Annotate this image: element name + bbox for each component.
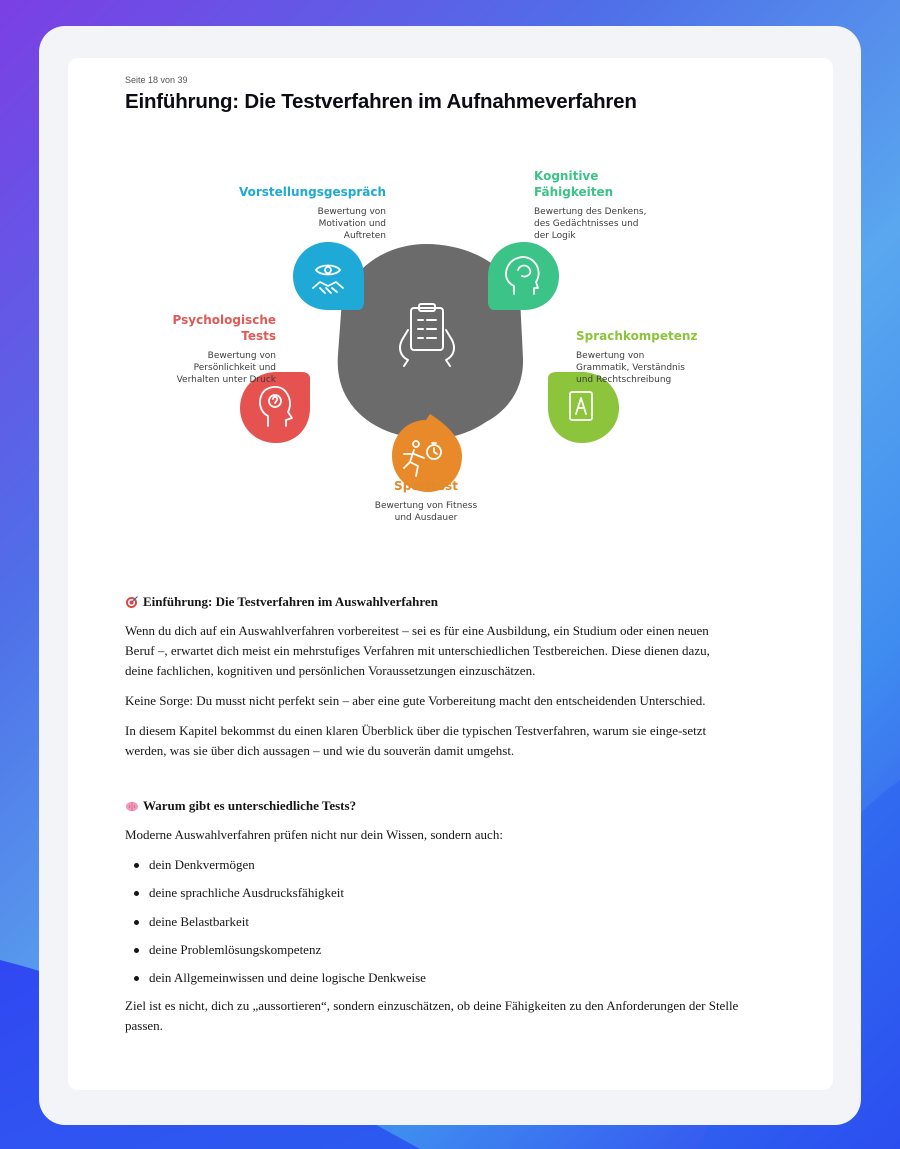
- psycho-desc-line: Verhalten unter Druck: [176, 375, 276, 385]
- list-item: deine sprachliche Ausdrucksfähigkeit: [125, 883, 740, 903]
- document-body: [125, 593, 740, 1046]
- vorstellung-desc-line: Motivation und: [318, 219, 386, 229]
- document-page: [68, 58, 833, 1090]
- sprache-title: Sprachkompetenz: [576, 329, 698, 343]
- sport-title: Sporttest: [394, 479, 458, 493]
- sport-label: [358, 478, 494, 524]
- sprache-label: [576, 328, 708, 386]
- sport-desc-line: Bewertung von Fitness: [374, 501, 478, 511]
- kognitiv-desc-line: des Gedächtnisses und: [534, 219, 639, 229]
- section-heading-einfuehrung: [125, 593, 740, 611]
- paragraph: Keine Sorge: Du musst nicht perfekt sein – aber eine gute Vorbereitung macht den entscheidenden Unterschied.: [125, 693, 706, 708]
- list-item: dein Allgemeinwissen und deine logische Denkweise: [125, 968, 740, 988]
- vorstellung-desc-line: Auftreten: [343, 231, 386, 241]
- psycho-title-line: Tests: [241, 329, 276, 343]
- section-spacer: [125, 771, 740, 797]
- list-item: deine Belastbarkeit: [125, 912, 740, 932]
- kognitiv-desc-line: Bewertung des Denkens,: [534, 207, 647, 217]
- brain-icon: [125, 799, 139, 813]
- sprache-desc: [576, 350, 708, 386]
- psycho-title-line: Psychologische: [172, 313, 276, 327]
- list-item: deine Problemlösungskompetenz: [125, 940, 740, 960]
- paragraph: Wenn du dich auf ein Auswahlverfahren vorbereitest – sei es für eine Ausbildung, ein Studium oder einen neuen Beruf –, erwartet dich meist ein mehrstufiges Verfahren mit unterschiedlichen Testbereichen. Diese dienen dazu, deine fachlichen, kognitiven und persönlichen Voraussetzungen einzuschätzen.: [125, 623, 710, 678]
- page-number: Seite 18 von 39: [125, 75, 188, 85]
- list-item: dein Denkvermögen: [125, 855, 740, 875]
- target-dart-icon: [125, 595, 139, 609]
- sport-desc: [358, 500, 494, 524]
- vorstellung-drop: [293, 242, 364, 310]
- vorstellung-label: [168, 184, 386, 242]
- kognitiv-desc-line: der Logik: [534, 231, 576, 241]
- kognitiv-title: [534, 168, 694, 200]
- sprache-desc-line: und Rechtschreibung: [576, 375, 672, 385]
- psycho-desc-line: Bewertung von: [207, 351, 276, 361]
- sprache-desc-line: Grammatik, Verständnis: [576, 363, 685, 373]
- testverfahren-infographic: [168, 158, 708, 538]
- vorstellung-title: Vorstellungsgespräch: [239, 185, 386, 199]
- paragraph: Ziel ist es nicht, dich zu „aussortieren“, sondern einzuschätzen, ob deine Fähigkeiten zu den Anforderungen der Stelle passen.: [125, 998, 739, 1034]
- kognitiv-title-line: Kognitive: [534, 169, 599, 183]
- sport-desc-line: und Ausdauer: [394, 513, 458, 523]
- vorstellung-desc-line: Bewertung von: [317, 207, 386, 217]
- section-heading-warum: [125, 797, 740, 815]
- section-heading-text: Einführung: Die Testverfahren im Auswahlverfahren: [143, 594, 438, 609]
- kognitiv-desc: [534, 206, 694, 242]
- psycho-label: [168, 312, 276, 386]
- psycho-title: [168, 312, 276, 344]
- vorstellung-desc: [278, 206, 386, 242]
- section-heading-text: Warum gibt es unterschiedliche Tests?: [143, 798, 357, 813]
- sprache-desc-line: Bewertung von: [576, 351, 645, 361]
- psycho-desc-line: Persönlichkeit und: [193, 363, 276, 373]
- psycho-desc: [168, 350, 276, 386]
- page-title: Einführung: Die Testverfahren im Aufnahmeverfahren: [125, 90, 637, 113]
- paragraph: In diesem Kapitel bekommst du einen klaren Überblick über die typischen Testverfahren, warum sie einge-setzt werden, was sie über dich aussagen – und wie du souverän damit umgehst.: [125, 723, 707, 758]
- kognitiv-label: [534, 168, 694, 242]
- paragraph: Moderne Auswahlverfahren prüfen nicht nur dein Wissen, sondern auch:: [125, 827, 503, 842]
- bullet-list: [125, 855, 740, 988]
- kognitiv-title-line: Fähigkeiten: [534, 185, 614, 199]
